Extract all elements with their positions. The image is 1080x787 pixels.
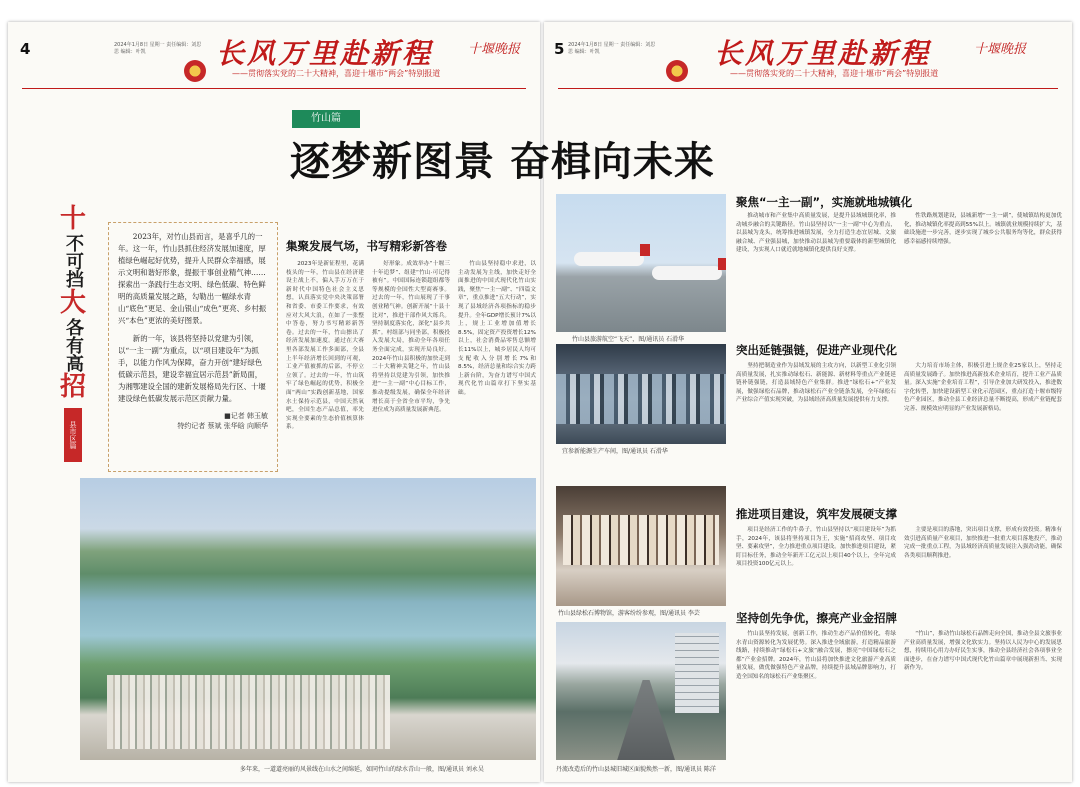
article-column: 2023年是新征程里，花满枝头的一年，竹山县在经济建设主战上不，偏入手万万在于新时代中国特色社会主义思想，认真落实党中央决策部署和省委、市委工作要求，有效应对大风大浪，在如了一张整中答卷，努力书写精彩新答卷。过去的一年，竹山擦出了经济发展加速度。通过在大赛里各部发展工作多面部，全县上半年经济增长回到的可观，工业产值被抓的后部，不停立立领了。过去的一年，竹山筑牢了绿色崛起的优势，积极全面“两山”实践创新基地，国家水土保持示范县，中国天然氧吧，全国生态产品总值，率先实现全要素的生态价值核算体系。 bbox=[286, 261, 364, 431]
banner-seal: 县市区篇 bbox=[64, 408, 82, 462]
brand-title: 长风万里赴新程 bbox=[714, 37, 932, 70]
newspaper-calligraphy: 十堰晚报 bbox=[468, 42, 521, 57]
party-emblem-icon bbox=[184, 60, 206, 82]
banner-char: 十 bbox=[59, 204, 86, 234]
article-heading: 集聚发展气场，书写精彩新答卷 bbox=[286, 239, 447, 253]
party-emblem-icon bbox=[666, 60, 688, 82]
left-page-header bbox=[8, 22, 540, 94]
factory-photo bbox=[556, 344, 726, 444]
airplane bbox=[574, 252, 644, 266]
brand-subtitle: ——贯彻落实党的二十大精神，喜迎十堰市“两会”特别报道 bbox=[730, 69, 939, 78]
section-heading: 突出延链强链，促进产业现代化 bbox=[736, 343, 897, 357]
brand-title: 长风万里赴新程 bbox=[216, 37, 434, 70]
section-body: 主要是项目的落地，突出项目支撑，形成有效投资。精准有效引进高质量产业项目，加快推进一批重大项目落地投产，推动完成一批重点工程，为县域经济高质量发展注入强劲动能，确保各类项目顺利推进。 bbox=[904, 527, 1062, 559]
airfield-photo bbox=[556, 194, 726, 332]
display-shelf bbox=[563, 515, 719, 565]
showroom-photo-caption: 竹山县绿松石博物馆，游客纷纷参观，图/通讯员 李芸 bbox=[558, 610, 700, 617]
section-body: 性铁路规划建设，县城新增“一主一副”，使城镇结构更加优化，推动城镇化率提高到55%以上。城镇就业规模持续扩大，基础设施进一步完善，逐步实现了城乡公共服务均等化，群众获得感幸福感持续增强。 bbox=[904, 213, 1062, 245]
building bbox=[675, 633, 719, 713]
section-heading: 推进项目建设，筑牢发展硬支撑 bbox=[736, 507, 897, 521]
section-heading: 坚持创先争优，擦亮产业金招牌 bbox=[736, 611, 897, 625]
banner-char: 不可挡 bbox=[63, 234, 84, 288]
intro-paragraph: 新的一年，该县将坚持以党建为引领，以“一主一副”为重点，以“项目建设年”为抓手，以能力作风为保障，奋力开创“建好绿色低碳示范县，建设幸福宜居示范县”新局面，为湘鄂建设全国的建新发展格局先行区、十堰建设绿色低碳发展示范区贡献力量。 bbox=[118, 334, 266, 403]
header-rule bbox=[558, 88, 1058, 89]
banner-char: 大 bbox=[59, 288, 86, 318]
page-number: 5 bbox=[554, 40, 565, 58]
right-page-header bbox=[544, 22, 1072, 94]
article-column: 好形象。成效举办“十堰三十年追梦”、组建“竹山·可记得被有”。中国国际连锁超组都等等规模的全国性大型商赛事。过去的一年，竹山展现了干事创业精气神。创新开展“十县十比对”，推进干部作风大练兵。坚持制度落实化，深化“县乡共抓”。村组部与同坐部，积极投入发展大局，推动全年各项任务全面完成，实现开局良好。2024年竹山县积极的加快走到二十大精神关键之年，竹山县将坚持以党建为引领，加快推进“一主一副”中心目标工作，推动提级发展，确保全年经济增长高于全省全市平均，争先进位成为高质量发展新典范。 bbox=[372, 261, 450, 414]
issue-meta: 2024年1月8日 星期一 责任编辑：刘思思 编辑：叶凯 bbox=[114, 42, 202, 55]
intro-box bbox=[108, 222, 278, 472]
banner-char: 招 bbox=[59, 372, 86, 402]
section-heading: 聚焦“一主一副”，实施就地城镇化 bbox=[736, 195, 913, 209]
airplane bbox=[652, 266, 722, 280]
section-tag: 竹山篇 bbox=[292, 110, 360, 128]
main-headline: 逐梦新图景 奋楫向未来 bbox=[290, 138, 715, 185]
section-body: 坚持把制造业作为县域发展的主攻方向，以新型工业化引领高质量发展，扎实推动绿松石、新能源、新材料等重点产业链延链补链强链，打造县域特色产业集群。推进“绿松石+”产业发展，做强绿松石品牌，推动绿松石产业全链条发展，全年绿松石产业综合产值实现突破，为县域经济高质量发展提供有力支撑。 bbox=[736, 363, 896, 404]
town-buildings bbox=[107, 675, 390, 748]
article-column: 竹山县坚持稳中求进，以主动发展为主线，加快走好全面推进的中国式现代化竹山实践，聚焦“一主一副”、“四篇文章”，重点推进“五大行动”，实现了县域经济各项指标的稳步提升。全年GDP增长预计7%以上，规上工业增加值增长8.5%，固定资产投资增长12%以上，社会消费品零售总额增长11%以上，城乡居民人均可支配收入分别增长7%和8.5%，经济总量和综合实力跨上新台阶，为奋力谱写中国式现代化竹山篇章打下坚实基础。 bbox=[458, 261, 536, 396]
byline: ■记者 韩玉敏 特约记者 蔡斌 张华晗 向顺华 bbox=[177, 412, 268, 430]
banner-char: 各有高 bbox=[63, 318, 84, 372]
section-body: “竹山”，推动竹山绿松石品牌走向全国，推动全县文旅事业产业高质量发展，增强文化软实力。坚持以人民为中心的发展思想，持续用心用力办好民生实事，推动全县经济社会各项事业全面进步，在奋力谱写中国式现代化竹山篇章中展现新担当、实现新作为。 bbox=[904, 631, 1062, 672]
street-photo bbox=[556, 622, 726, 760]
section-body: 推动城市和产业集中高质量发展，是提升县域城镇化率，推动城乡融合的关键路径。竹山县坚持以“一主一副”中心为重点，以县城为龙头，统筹推进城镇发展，全力打造生态宜居城、文旅融合城、产业强县城，加快推动以县城为重要载体的新型城镇化建设，为实现人口就近就地城镇化提供良好支撑。 bbox=[736, 213, 896, 254]
street-photo-caption: 丹流改造后的竹山县城旧城区面貌焕然一新，图/通讯员 陈洋 bbox=[556, 766, 716, 773]
showroom-photo bbox=[556, 486, 726, 606]
issue-meta: 2024年1月8日 星期一 责任编辑：刘思思 编辑：叶凯 bbox=[568, 42, 656, 55]
production-line bbox=[556, 374, 726, 424]
section-body: 大力培育市场主体，积极引进上规企业25家以上，坚持走高质量发展路子。加快推进高新技术企业培育，提升工业产品质量。深入实施“企业培育工程”，引导企业加大研发投入，推进数字化转型，加快建设新型工业化示范园区，重点打造十堰市级特色产业园区，推动全县工业经济总量不断提高，形成产业链配套完善、规模效应明显的产业发展新格局。 bbox=[904, 363, 1062, 412]
header-rule bbox=[22, 88, 526, 89]
road bbox=[617, 680, 675, 760]
airfield-photo-caption: 竹山县旅游航空“飞天”，图/通讯员 石滑华 bbox=[572, 336, 685, 343]
brand-subtitle: ——贯彻落实党的二十大精神，喜迎十堰市“两会”特别报道 bbox=[232, 69, 441, 78]
page-number: 4 bbox=[20, 40, 31, 58]
newspaper-calligraphy: 十堰晚报 bbox=[974, 42, 1027, 57]
lake-town-photo bbox=[80, 478, 536, 760]
factory-photo-caption: 宜参新能源生产车间，图/通讯员 石滑华 bbox=[562, 448, 668, 455]
section-body: 项目是经济工作的牛鼻子，竹山县坚持以“项目建设年”为抓手，2024年，该县将坚持项目为王，实施“招商攻坚、项目攻坚、要素攻坚”，全力推进重点项目建设。加快推进项目建设，紧盯目标任务，推动全年新开工亿元以上项目40个以上，全年完成项目投资100亿元以上。 bbox=[736, 527, 896, 568]
main-article bbox=[286, 238, 536, 474]
lake-photo-caption: 多年来，一道道亮丽的风景线在山水之间绵延，如同竹山的绿水青山一般，图/通讯员 刘永吴 bbox=[240, 766, 484, 773]
side-banner bbox=[56, 204, 90, 464]
intro-paragraph: 2023年，对竹山县而言，是喜乎几的一年。这一年，竹山县抓住经济发展加速度，厚植绿色崛起好优势，提升人民群众幸福感，展示文明和谐好形象，提振干事创业精气神……探索出一条践行生态文明、绿色低碳、特色鲜明的高质量发展之路，勾勒出一幅绿水青山“底色”更足、金山银山“成色”更亮、乡村振兴“本色”更浓的美好图景。 bbox=[118, 232, 267, 325]
section-body: 竹山县坚持发展，创新工作，推动生态产品价值转化，将绿水青山资源转化为发展优势。深入推进全域旅游，打造精品旅游线路，持续推动“绿松石+文旅”融合发展，擦亮“中国绿松石之都”产业金招牌。2024年，竹山县将加快推进文化旅游产业高质量发展，做优做强特色产业品牌，持续提升县域品牌影响力，打造全国知名的绿松石产业集聚区。 bbox=[736, 631, 896, 680]
